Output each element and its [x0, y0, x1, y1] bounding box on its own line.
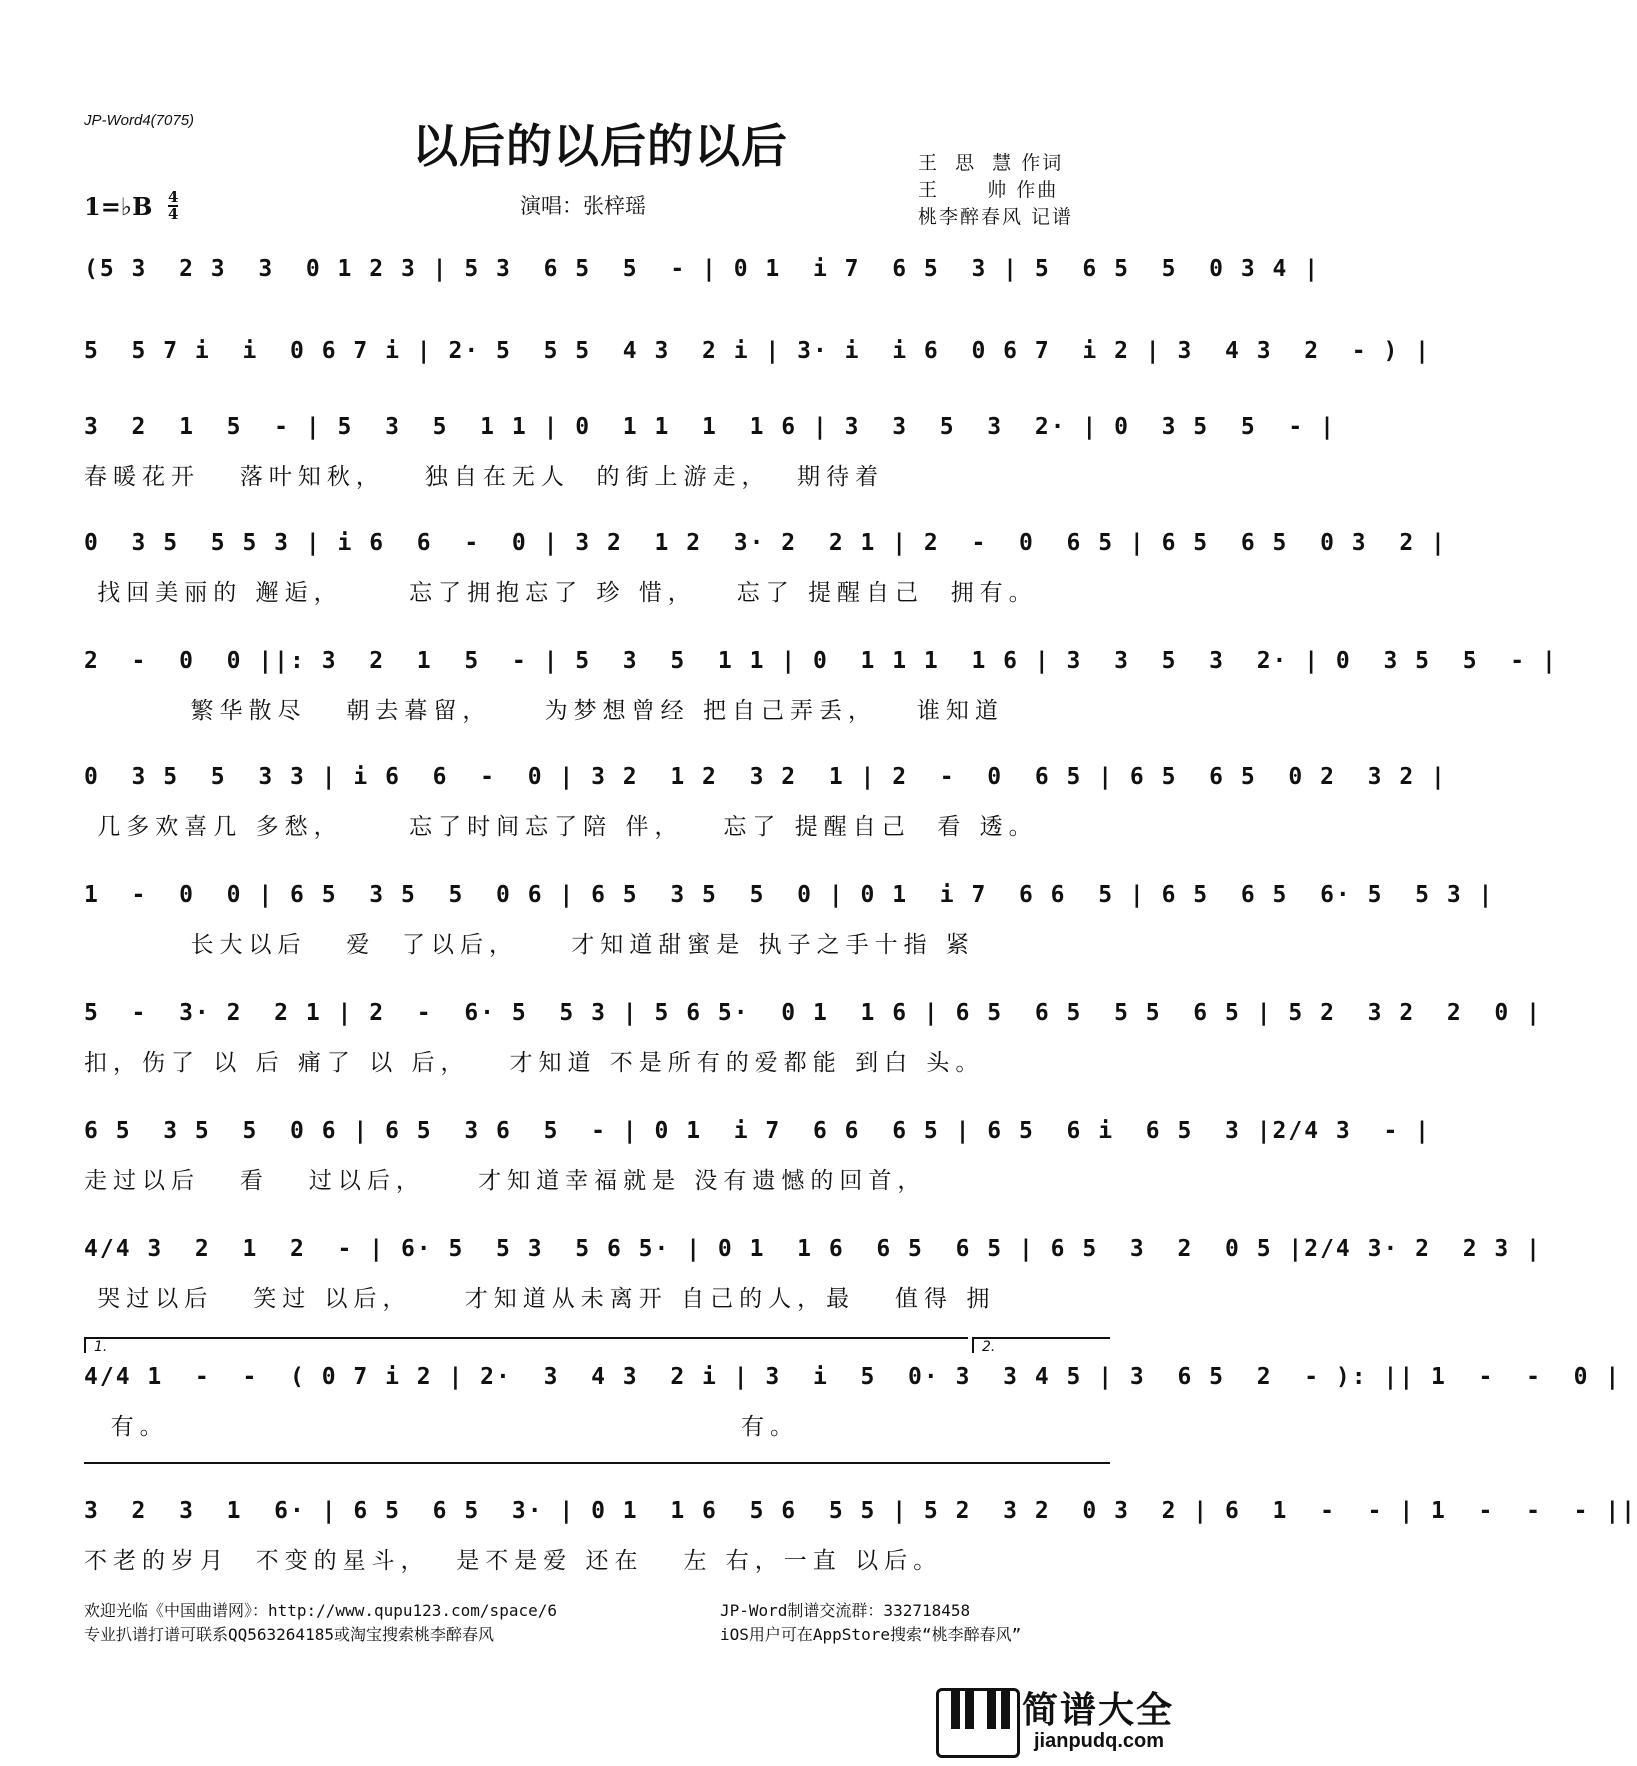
footer-contact-note: 专业扒谱打谱可联系QQ563264185或淘宝搜索桃李醉春风 — [84, 1625, 494, 1644]
notes-line: 2 - 0 0 ||: 3 2 1 5 - | 5 3 5 1 1 | 0 1 1 1 1 6 | 3 3 5 3 2· | 0 3 5 5 - | — [84, 648, 1558, 674]
footer-ios-note: iOS用户可在AppStore搜索“桃李醉春风” — [720, 1625, 1022, 1644]
notes-line: 5 - 3· 2 2 1 | 2 - 6· 5 5 3 | 5 6 5· 0 1 1 6 | 6 5 6 5 5 5 6 5 | 5 2 3 2 2 0 | — [84, 1000, 1542, 1026]
lyric-line: 扣，伤了 以 后 痛了 以 后， 才知道 不是所有的爱都能 到白 头。 — [84, 1050, 985, 1076]
notes-line: (5 3 2 3 3 0 1 2 3 | 5 3 6 5 5 - | 0 1 i 7 6 5 3 | 5 6 5 5 0 3 4 | — [84, 256, 1321, 282]
notes-line: 6 5 3 5 5 0 6 | 6 5 3 6 5 - | 0 1 i 7 6 6 6 5 | 6 5 6 i 6 5 3 |2/4 3 - | — [84, 1118, 1432, 1144]
lyric-line: 哭过以后 笑过 以后， 才知道从未离开 自己的人，最 值得 拥 — [84, 1286, 996, 1312]
notes-line: 0 3 5 5 5 3 | i 6 6 - 0 | 3 2 1 2 3· 2 2 1 | 2 - 0 6 5 | 6 5 6 5 0 3 2 | — [84, 530, 1447, 556]
notes-line: 0 3 5 5 3 3 | i 6 6 - 0 | 3 2 1 2 3 2 1 | 2 - 0 6 5 | 6 5 6 5 0 2 3 2 | — [84, 764, 1447, 790]
time-signature-bottom: 4 — [168, 205, 179, 223]
lyric-line: 有。 有。 — [84, 1414, 799, 1440]
notes-line: 3 2 3 1 6· | 6 5 6 5 3· | 0 1 1 6 5 6 5 5 | 5 2 3 2 0 3 2 | 6 1 - - | 1 - - - || — [84, 1498, 1637, 1524]
software-label: JP-Word4(7075) — [84, 112, 195, 129]
singer-label: 演唱：张梓瑶 — [520, 194, 646, 218]
first-ending-bracket: 1. — [84, 1337, 968, 1353]
time-signature — [168, 190, 178, 222]
lyric-line: 找回美丽的 邂逅， 忘了拥抱忘了 珍 惜， 忘了 提醒自己 拥有。 — [84, 580, 1038, 606]
lyricist-credit: 王 思 慧 作词 — [918, 152, 1064, 174]
lyric-line: 几多欢喜几 多愁， 忘了时间忘了陪 伴， 忘了 提醒自己 看 透。 — [84, 814, 1038, 840]
piano-icon — [936, 1688, 1020, 1758]
notes-line: 1 - 0 0 | 6 5 3 5 5 0 6 | 6 5 3 5 5 0 | 0 1 i 7 6 6 5 | 6 5 6 5 6· 5 5 3 | — [84, 882, 1495, 908]
second-ending-bracket: 2. — [972, 1337, 1110, 1353]
notes-line: 3 2 1 5 - | 5 3 5 1 1 | 0 1 1 1 1 6 | 3 3 5 3 2· | 0 3 5 5 - | — [84, 414, 1336, 440]
lyric-line: 繁华散尽 朝去暮留， 为梦想曾经 把自己弄丢， 谁知道 — [84, 698, 1004, 724]
time-signature-top: 4 — [168, 188, 179, 206]
section-divider — [84, 1462, 1110, 1464]
notes-line: 5 5 7 i i 0 6 7 i | 2· 5 5 5 4 3 2 i | 3· i i 6 0 6 7 i 2 | 3 4 3 2 - ) | — [84, 338, 1432, 364]
logo-title: 简谱大全 — [1022, 1690, 1175, 1731]
lyric-line: 春暖花开 落叶知秋， 独自在无人 的街上游走， 期待着 — [84, 464, 885, 490]
notes-line: 4/4 3 2 1 2 - | 6· 5 5 3 5 6 5· | 0 1 1 6 6 5 6 5 | 6 5 3 2 0 5 |2/4 3· 2 2 3 | — [84, 1236, 1542, 1262]
notes-line: 4/4 1 - - ( 0 7 i 2 | 2· 3 4 3 2 i | 3 i 5 0· 3 3 4 5 | 3 6 5 2 - ): || 1 - - 0 | — [84, 1364, 1622, 1390]
lyric-line: 不老的岁月 不变的星斗， 是不是爱 还在 左 右，一直 以后。 — [84, 1548, 943, 1574]
transcriber-credit: 桃李醉春风 记谱 — [918, 206, 1074, 228]
key-signature: 1=♭B — [84, 192, 153, 221]
footer-group-note: JP-Word制谱交流群：332718458 — [720, 1601, 971, 1620]
site-logo — [936, 1682, 1186, 1758]
lyric-line: 走过以后 看 过以后， 才知道幸福就是 没有遗憾的回首， — [84, 1168, 927, 1194]
logo-url: jianpudq.com — [1034, 1730, 1164, 1752]
song-title: 以后的以后的以后 — [412, 119, 788, 173]
lyric-line: 长大以后 爱 了以后， 才知道甜蜜是 执子之手十指 紧 — [84, 932, 975, 958]
composer-credit: 王 帅 作曲 — [918, 179, 1059, 201]
footer-website-note: 欢迎光临《中国曲谱网》：http://www.qupu123.com/space/6 — [84, 1601, 557, 1620]
